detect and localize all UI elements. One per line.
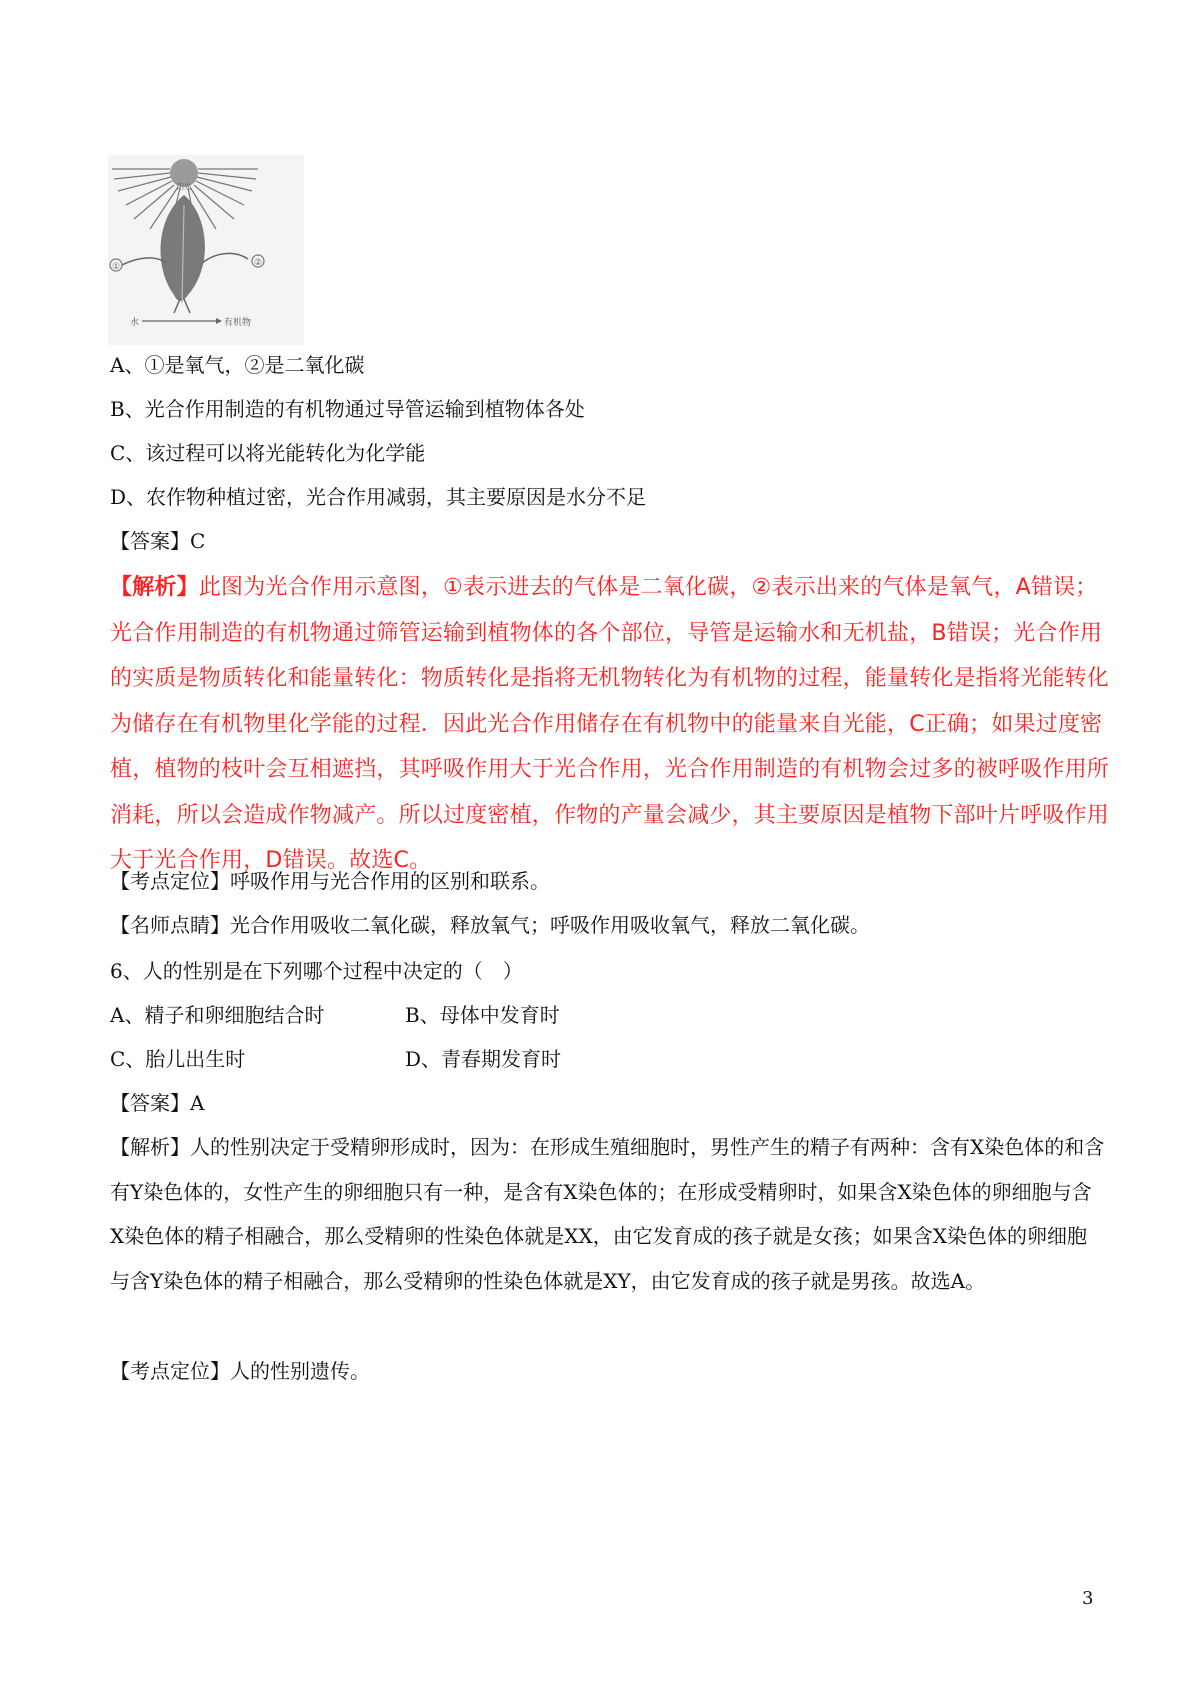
q5-kaodian: 【考点定位】呼吸作用与光合作用的区别和联系。: [110, 869, 550, 893]
water-label: 水: [130, 318, 140, 328]
q5-dianjing: 【名师点睛】光合作用吸收二氧化碳，释放氧气；呼吸作用吸收氧气，释放二氧化碳。: [110, 913, 870, 937]
q5-option-a: A、①是氧气，②是二氧化碳: [110, 353, 365, 377]
photosynthesis-figure: [108, 155, 304, 345]
circle2-label: ②: [254, 258, 263, 268]
q6-answer: 【答案】A: [110, 1091, 205, 1115]
circle1-label: ①: [112, 262, 121, 272]
q5-analysis-text: 此图为光合作用示意图，①表示进去的气体是二氧化碳，②表示出来的气体是氧气，A错误；光合作用制造的有机物通过筛管运输到植物体的各个部位，导管是运输水和无机盐，B错误；光合作用的实质是物质转化和能量转化：物质转化是指将无机物转化为有机物的过程，能量转化是指将光能转化为储存在有机物里化学能的过程．因此光合作用储存在有机物中的能量来自光能，C正确；如果过度密植，植物的枝叶会互相遮挡，其呼吸作用大于光合作用，光合作用制造的有机物会过多的被呼吸作用所消耗，所以会造成作物减产。所以过度密植，作物的产量会减少，其主要原因是植物下部叶片呼吸作用大于光合作用，D错误。故选C。: [110, 575, 1110, 873]
q6-option-d: D、青春期发育时: [405, 1047, 562, 1071]
q5-option-c: C、该过程可以将光能转化为化学能: [110, 441, 426, 465]
q5-analysis: [110, 565, 1110, 884]
q6-question: 6、人的性别是在下列哪个过程中决定的（ ）: [110, 959, 523, 983]
organic-label: 有机物: [224, 318, 252, 328]
q6-analysis: 【解析】人的性别决定于受精卵形成时，因为：在形成生殖细胞时，男性产生的精子有两种：含有X染色体的和含有Y染色体的，女性产生的卵细胞只有一种，是含有X染色体的；在形成受精卵时，如果含X染色体的卵细胞与含X染色体的精子相融合，那么受精卵的性染色体就是XX，由它发育成的孩子就是女孩；如果含X染色体的卵细胞与含Y染色体的精子相融合，那么受精卵的性染色体就是XY，由它发育成的孩子就是男孩。故选A。: [110, 1135, 1105, 1293]
q6-option-c: C、胎儿出生时: [110, 1047, 246, 1071]
q6-option-a: A、精子和卵细胞结合时: [110, 1003, 325, 1027]
page-number: 3: [1082, 1588, 1094, 1609]
q5-option-b: B、光合作用制造的有机物通过导管运输到植物体各处: [110, 397, 585, 421]
q5-answer: 【答案】C: [110, 529, 206, 553]
q6-kaodian: 【考点定位】人的性别遗传。: [110, 1359, 370, 1383]
q5-option-d: D、农作物种植过密，光合作用减弱，其主要原因是水分不足: [110, 485, 647, 509]
q5-analysis-label: 【解析】: [110, 575, 199, 600]
sun-label: 阳光: [177, 183, 191, 191]
q6-option-b: B、母体中发育时: [405, 1003, 560, 1027]
photosynthesis-diagram: [108, 155, 304, 345]
